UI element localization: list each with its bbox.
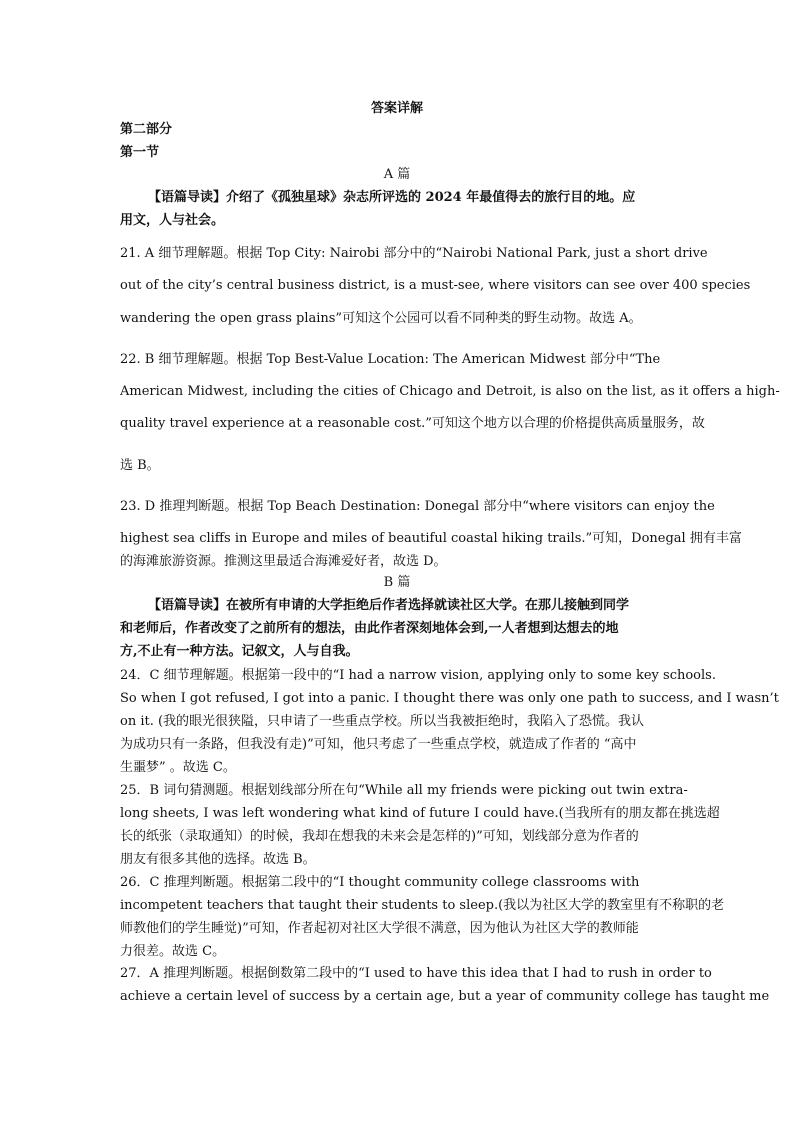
answer-22-line: American Midwest, including the cities of Chicago and Detroit, is also on the list, as it offers a high-	[120, 384, 780, 399]
answer-23-line: 的海滩旅游资源。推测这里最适合海滩爱好者，故选 D。	[120, 554, 447, 569]
answer-22-line: 22. B 细节理解题。根据 Top Best-Value Location: The American Midwest 部分中“The	[120, 352, 661, 367]
answer-25-line: long sheets, I was left wondering what kind of future I could have.(当我所有的朋友都在挑选超	[120, 806, 720, 821]
answer-21-line: wandering the open grass plains”可知这个公园可以看不同种类的野生动物。故选 A。	[120, 311, 642, 326]
passage-a-heading: A 篇	[383, 167, 411, 182]
answer-24-line: 生噩梦” 。故选 C。	[120, 760, 236, 775]
passage-b-intro-line: 【语篇导读】在被所有申请的大学拒绝后作者选择就读社区大学。在那儿接触到同学	[148, 598, 630, 613]
answer-27-line: 27．A 推理判断题。根据倒数第二段中的“I used to have this idea that I had to rush in order to	[120, 966, 712, 981]
answer-25-line: 朋友有很多其他的选择。故选 B。	[120, 852, 316, 867]
answer-22-line: quality travel experience at a reasonable cost.”可知这个地方以合理的价格提供高质量服务，故	[120, 416, 705, 431]
answer-24-line: 为成功只有一条路，但我没有走)”可知，他只考虑了一些重点学校，就造成了作者的 “高中	[120, 737, 637, 752]
answer-23-line: 23. D 推理判断题。根据 Top Beach Destination: Donegal 部分中“where visitors can enjoy the	[120, 499, 715, 514]
answer-23-line: highest sea cliffs in Europe and miles of beautiful coastal hiking trails.”可知，Donegal 拥有丰富	[120, 531, 742, 546]
answer-22-line: 选 B。	[120, 458, 160, 473]
section-heading: 第一节	[120, 145, 160, 160]
passage-b-intro-line: 方,不止有一种方法。记叙文，人与自我。	[120, 644, 359, 659]
doc-title: 答案详解	[370, 101, 423, 116]
answer-26-line: 26．C 推理判断题。根据第二段中的“I thought community college classrooms with	[120, 875, 640, 890]
answer-21-line: out of the city’s central business district, is a must-see, where visitors can see over 400 species	[120, 278, 751, 293]
answer-24-line: on it. (我的眼光很狭隘，只申请了一些重点学校。所以当我被拒绝时，我陷入了恐慌。我认	[120, 714, 645, 729]
passage-a-intro-line: 【语篇导读】介绍了《孤独星球》杂志所评选的 2024 年最值得去的旅行目的地。应	[148, 190, 636, 205]
answer-21-line: 21. A 细节理解题。根据 Top City: Nairobi 部分中的“Nairobi National Park, just a short drive	[120, 246, 708, 261]
answer-26-line: 力很差。故选 C。	[120, 944, 226, 959]
answer-26-line: 师教他们的学生睡觉)”可知，作者起初对社区大学很不满意，因为他认为社区大学的教师能	[120, 921, 639, 936]
answer-25-line: 长的纸张（录取通知）的时候，我却在想我的未来会是怎样的)”可知，划线部分意为作者的	[120, 829, 639, 844]
passage-b-intro-line: 和老师后，作者改变了之前所有的想法，由此作者深刻地体会到,一人者想到达想去的地	[120, 621, 619, 636]
answer-26-line: incompetent teachers that taught their students to sleep.(我以为社区大学的教室里有不称职的老	[120, 898, 725, 913]
answer-27-line: achieve a certain level of success by a certain age, but a year of community college has taught me	[120, 989, 770, 1004]
part-heading: 第二部分	[120, 122, 173, 137]
answer-25-line: 25．B 词句猜测题。根据划线部分所在句“While all my friends were picking out twin extra-	[120, 783, 688, 798]
answer-24-line: 24．C 细节理解题。根据第一段中的“I had a narrow vision, applying only to some key schools.	[120, 668, 716, 683]
answer-24-line: So when I got refused, I got into a panic. I thought there was only one path to success, and I wasn’t	[120, 691, 779, 706]
passage-b-heading: B 篇	[383, 575, 411, 590]
passage-a-intro-line: 用文，人与社会。	[120, 213, 225, 228]
